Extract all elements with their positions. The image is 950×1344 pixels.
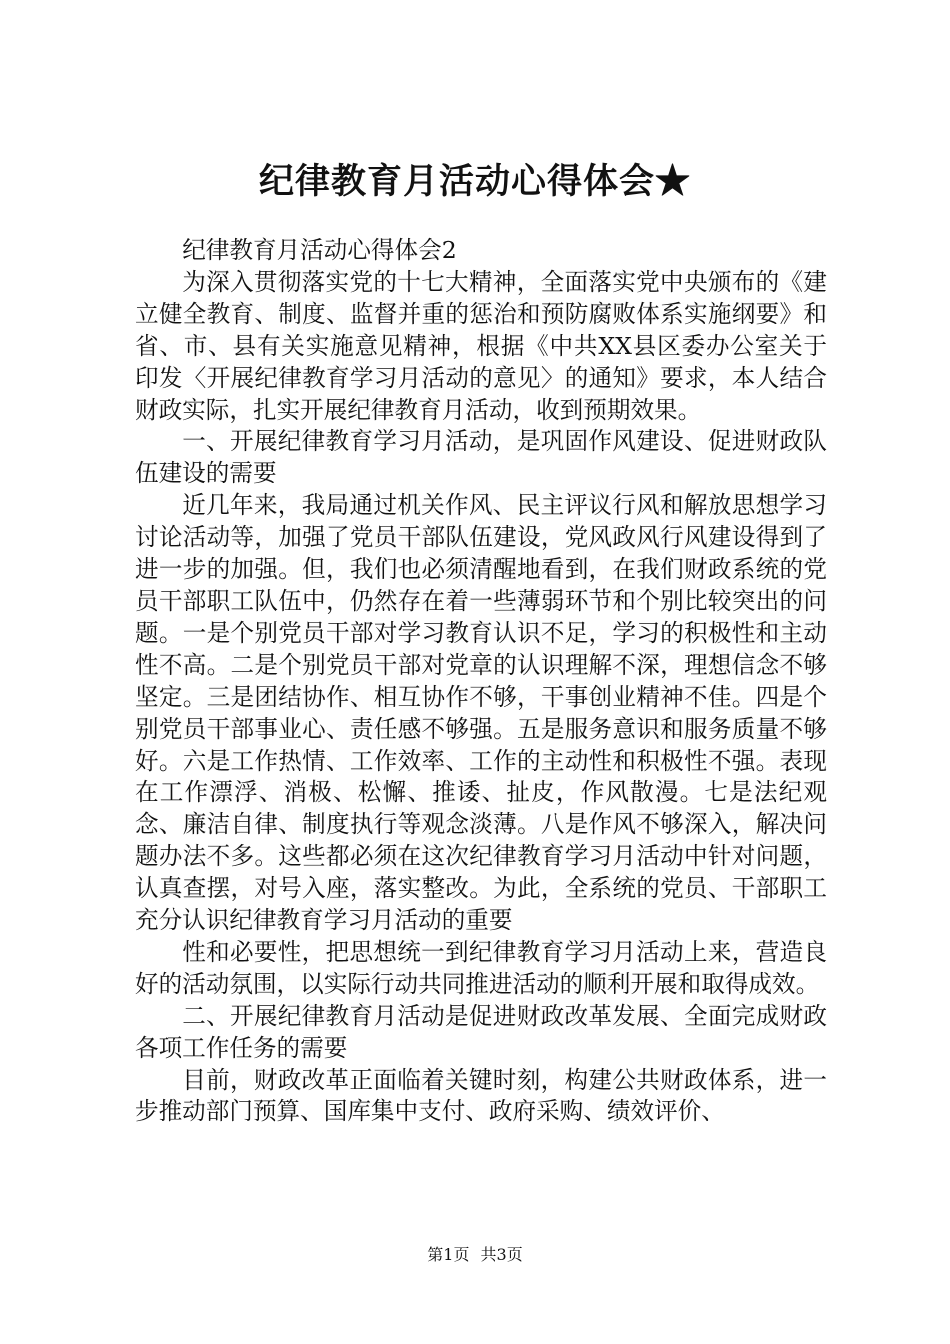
page-footer [0,1244,950,1266]
document-title: 纪律教育月活动心得体会★ [258,161,691,202]
section-heading-2: 二、开展纪律教育月活动是促进财政改革发展、全面完成财政各项工作任务的需要 [135,1001,827,1062]
section-heading-1: 一、开展纪律教育学习月活动，是巩固作风建设、促进财政队伍建设的需要 [135,427,827,488]
page-number: 第1页 [427,1245,470,1264]
page-total: 共3页 [480,1245,523,1264]
document-body [135,235,827,1128]
body-paragraph: 目前，财政改革正面临着关键时刻，构建公共财政体系，进一步推动部门预算、国库集中支付、政府采购、绩效评价、 [135,1065,827,1126]
intro-paragraph: 为深入贯彻落实党的十七大精神，全面落实党中央颁布的《建立健全教育、制度、监督并重的惩治和预防腐败体系实施纲要》和省、市、县有关实施意见精神，根据《中共XX县区委办公室关于印发〈开展纪律教育学习月活动的意见〉的通知》要求，本人结合财政实际，扎实开展纪律教育月活动，收到预期效果。 [135,267,827,424]
subtitle-paragraph: 纪律教育月活动心得体会2 [182,236,457,264]
body-paragraph: 近几年来，我局通过机关作风、民主评议行风和解放思想学习讨论活动等，加强了党员干部队伍建设，党风政风行风建设得到了进一步的加强。但，我们也必须清醒地看到，在我们财政系统的党员干部职工队伍中，仍然存在着一些薄弱环节和个别比较突出的问题。一是个别党员干部对学习教育认识不足，学习的积极性和主动性不高。二是个别党员干部对党章的认识理解不深，理想信念不够坚定。三是团结协作、相互协作不够，干事创业精神不佳。四是个别党员干部事业心、责任感不够强。五是服务意识和服务质量不够好。六是工作热情、工作效率、工作的主动性和积极性不强。表现在工作漂浮、消极、松懈、推诿、扯皮，作风散漫。七是法纪观念、廉洁自律、制度执行等观念淡薄。八是作风不够深入，解决问题办法不多。这些都必须在这次纪律教育学习月活动中针对问题，认真查摆，对号入座，落实整改。为此，全系统的党员、干部职工充分认识纪律教育学习月活动的重要 [135,491,827,935]
body-paragraph: 性和必要性，把思想统一到纪律教育学习月活动上来，营造良好的活动氛围，以实际行动共同推进活动的顺利开展和取得成效。 [135,937,827,998]
